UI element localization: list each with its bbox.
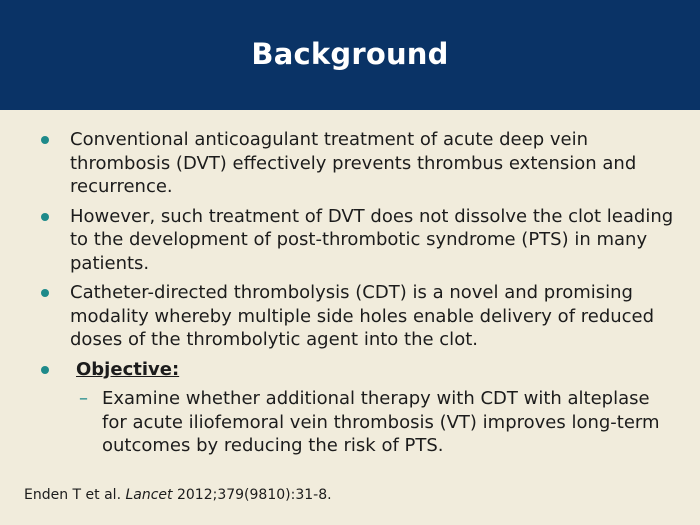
bullet-dot-icon (41, 136, 49, 144)
objective-text: Examine whether additional therapy with CDT with alteplase for acute iliofemoral vein thrombosis (VT) improves long-term outcomes by reducing the risk of PTS. (102, 388, 660, 456)
bullet-item (38, 205, 678, 276)
citation (24, 487, 332, 503)
bullet-dot-icon (41, 366, 49, 374)
citation-journal: Lancet (125, 487, 173, 503)
bullet-dot-icon (41, 289, 49, 297)
bullet-item (38, 128, 678, 199)
sub-bullet-item (38, 387, 678, 458)
citation-authors: Enden T et al. (24, 487, 122, 503)
title-bar (0, 0, 700, 110)
bullet-text: Catheter-directed thrombolysis (CDT) is a novel and promising modality whereby multiple side holes enable delivery of reduced doses of the thrombolytic agent into the clot. (70, 282, 655, 350)
slide-content (38, 128, 678, 458)
bullet-item (38, 281, 678, 352)
bullet-item-objective (38, 358, 678, 382)
dash-icon: – (79, 388, 88, 409)
objective-label: Objective: (76, 358, 180, 380)
bullet-text: Conventional anticoagulant treatment of acute deep vein thrombosis (DVT) effectively prevents thrombus extension and recurrence. (70, 129, 637, 197)
bullet-text: However, such treatment of DVT does not dissolve the clot leading to the development of post-thrombotic syndrome (PTS) in many patients. (70, 205, 674, 274)
bullet-dot-icon (41, 213, 49, 221)
citation-details: 2012;379(9810):31-8. (176, 487, 332, 503)
slide-title: Background (251, 37, 449, 71)
